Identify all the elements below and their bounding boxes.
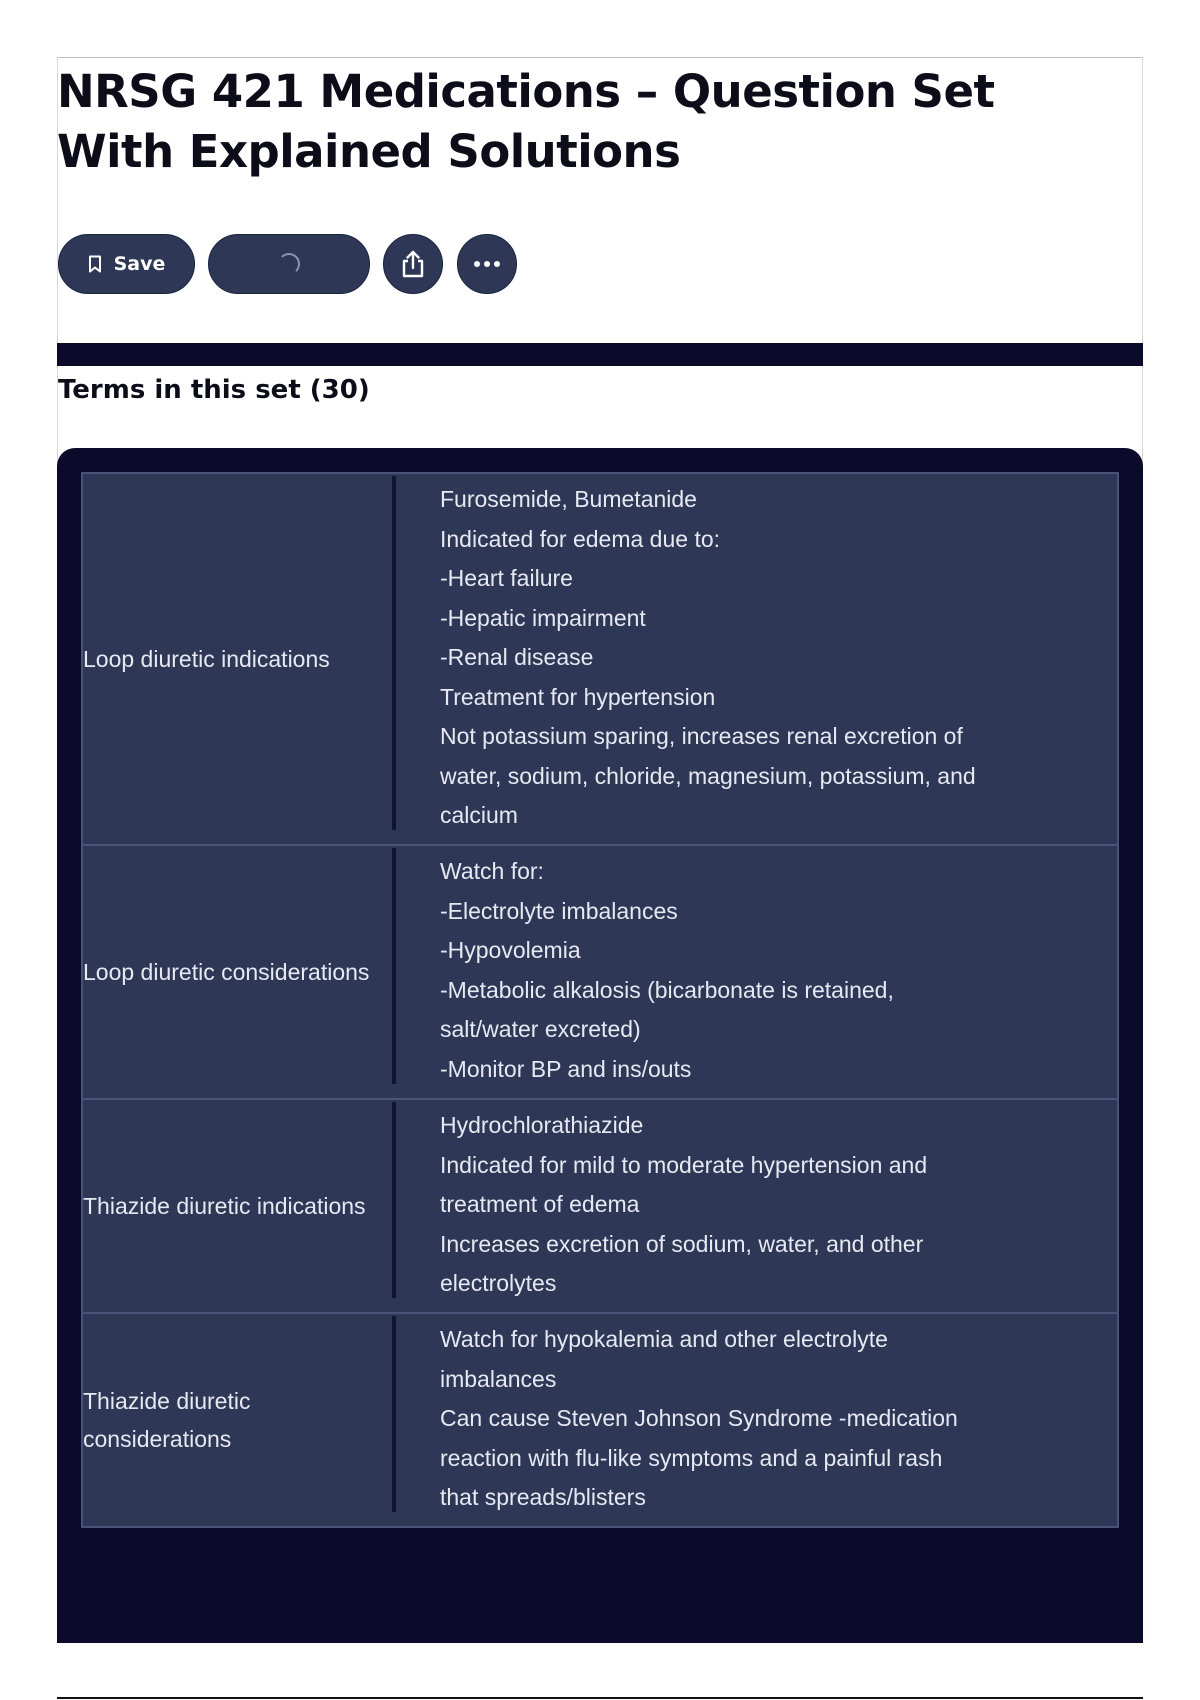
section-divider [57, 343, 1143, 366]
definition-line: Indicated for mild to moderate hypertension and [440, 1151, 928, 1178]
term-card[interactable] [81, 844, 1119, 1100]
definition-line: water, sodium, chloride, magnesium, potassium, and [440, 762, 976, 789]
definition-line: calcium [440, 802, 518, 828]
definition-line: -Hepatic impairment [440, 604, 646, 631]
term-card[interactable] [81, 1312, 1119, 1528]
definition-line: Furosemide, Bumetanide [440, 486, 697, 512]
definition-line: imbalances [440, 1365, 557, 1392]
card-definition [440, 852, 1040, 1089]
definition-line: salt/water excreted) [440, 1016, 641, 1042]
definition-line: Indicated for edema due to: [440, 525, 721, 552]
action-bar [58, 234, 517, 294]
card-definition [440, 1320, 1040, 1518]
bottom-rule [57, 1697, 1143, 1699]
more-horizontal-icon [472, 260, 502, 268]
card-term: Loop diuretic indications [83, 646, 330, 672]
definition-line: Watch for: [440, 858, 544, 884]
definition-line: -Hypovolemia [440, 937, 581, 963]
terms-heading: Terms in this set (30) [58, 375, 370, 405]
bookmark-icon [88, 255, 102, 273]
card-definition [440, 1106, 1040, 1304]
card-separator [392, 848, 396, 1084]
term-card[interactable] [81, 1098, 1119, 1314]
definition-line: treatment of edema [440, 1191, 640, 1217]
definition-line: electrolytes [440, 1270, 557, 1296]
page-title: NRSG 421 Medications – Question Set With Explained Solutions [57, 65, 995, 178]
definition-line: Treatment for hypertension [440, 683, 716, 710]
term-card[interactable] [81, 472, 1119, 846]
definition-line: -Metabolic alkalosis (bicarbonate is retained, [440, 976, 894, 1003]
definition-line: Can cause Steven Johnson Syndrome -medication [440, 1405, 958, 1431]
definition-line: Increases excretion of sodium, water, and other [440, 1230, 924, 1257]
save-button[interactable] [58, 234, 195, 294]
terms-panel [57, 448, 1143, 1643]
definition-line: -Electrolyte imbalances [440, 897, 678, 924]
definition-line: -Renal disease [440, 644, 594, 670]
definition-line: -Heart failure [440, 565, 573, 591]
more-options-button[interactable] [457, 234, 517, 294]
card-separator [392, 476, 396, 830]
card-term: Thiazide diuretic considerations [83, 1388, 251, 1452]
share-button[interactable] [383, 234, 443, 294]
loading-button[interactable] [208, 234, 370, 294]
definition-line: reaction with flu-like symptoms and a painful rash [440, 1444, 943, 1471]
save-button-label: Save [113, 253, 166, 275]
definition-line: -Monitor BP and ins/outs [440, 1055, 692, 1082]
definition-line: that spreads/blisters [440, 1484, 646, 1510]
card-term: Loop diuretic considerations [83, 959, 370, 985]
card-separator [392, 1316, 396, 1512]
definition-line: Hydrochlorathiazide [440, 1112, 644, 1138]
spinner-icon [278, 253, 300, 275]
share-icon [400, 249, 426, 279]
definition-line: Watch for hypokalemia and other electrolyte [440, 1326, 888, 1352]
definition-line: Not potassium sparing, increases renal excretion of [440, 723, 963, 749]
card-term: Thiazide diuretic indications [83, 1193, 366, 1219]
card-separator [392, 1102, 396, 1298]
card-definition [440, 480, 1040, 836]
